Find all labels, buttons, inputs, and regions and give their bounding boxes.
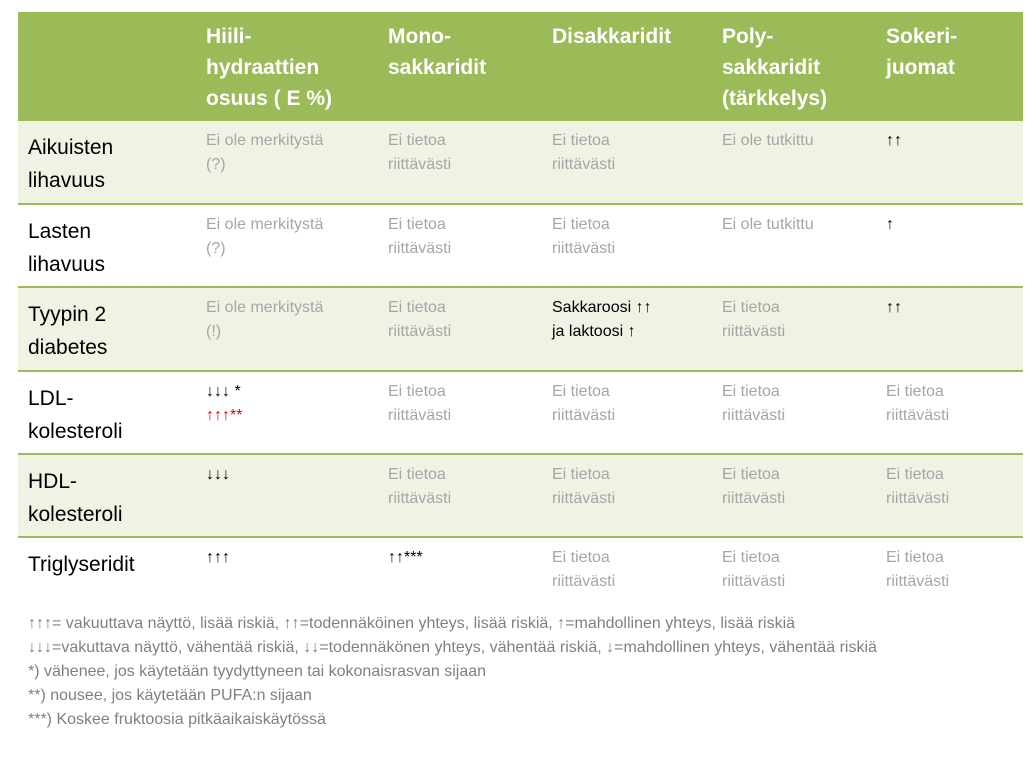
row-label-type2-diabetes: Tyypin 2 diabetes (18, 287, 196, 371)
table-cell: Ei tietoa riittävästi (378, 454, 542, 537)
row-label-hdl-cholesterol: HDL- kolesteroli (18, 454, 196, 537)
footnote-1: *) vähenee, jos käytetään tyydyttyneen tai kokonaisrasvan sijaan (28, 663, 487, 680)
header-sugar-drinks: Sokeri- juomat (876, 12, 1023, 120)
table-cell: Ei tietoa riittävästi (712, 371, 876, 454)
table-cell: Ei tietoa riittävästi (876, 537, 1023, 601)
table-cell: Sakkaroosi ↑↑ ja laktoosi ↑ (542, 287, 712, 371)
table-cell: Ei ole merkitystä (?) (196, 120, 378, 204)
table-cell (196, 371, 378, 454)
legend-increase: ↑↑↑= vakuuttava näyttö, lisää riskiä, ↑↑=todennäköinen yhteys, lisää riskiä, ↑=mahdollinen yhteys, lisää riskiä (28, 615, 796, 632)
table-cell: ↑↑*** (378, 537, 542, 601)
table-cell: Ei tietoa riittävästi (378, 204, 542, 287)
table-cell: ↑ (876, 204, 1023, 287)
table-cell: Ei ole tutkittu (712, 204, 876, 287)
table-cell: Ei tietoa riittävästi (542, 120, 712, 204)
table-row (18, 454, 1023, 537)
table-cell: ↑↑ (876, 120, 1023, 204)
table-cell: Ei tietoa riittävästi (542, 371, 712, 454)
table-cell: Ei tietoa riittävästi (378, 287, 542, 371)
table-row (18, 287, 1023, 371)
table-cell: Ei tietoa riittävästi (712, 287, 876, 371)
row-label-child-obesity: Lasten lihavuus (18, 204, 196, 287)
footnote-2: **) nousee, jos käytetään PUFA:n sijaan (28, 687, 312, 704)
ldl-decrease-arrows: ↓↓↓ * (206, 383, 241, 400)
table-cell: ↓↓↓ (196, 454, 378, 537)
legend-notes (28, 612, 1018, 732)
table-cell: Ei tietoa riittävästi (876, 454, 1023, 537)
header-carb-share: Hiili- hydraattien osuus ( E %) (196, 12, 378, 120)
table-cell: Ei tietoa riittävästi (712, 454, 876, 537)
table-cell: Ei tietoa riittävästi (712, 537, 876, 601)
table-cell: ↑↑↑ (196, 537, 378, 601)
header-disaccharides: Disakkaridit (542, 12, 712, 120)
ldl-increase-arrows: ↑↑↑** (206, 407, 243, 424)
table-cell: Ei ole merkitystä (?) (196, 204, 378, 287)
table-row (18, 537, 1023, 601)
table-row (18, 371, 1023, 454)
table-cell: Ei tietoa riittävästi (542, 204, 712, 287)
footnote-3: ***) Koskee fruktoosia pitkäaikaiskäytössä (28, 711, 326, 728)
table-row (18, 204, 1023, 287)
table-cell: Ei tietoa riittävästi (542, 537, 712, 601)
row-label-ldl-cholesterol: LDL- kolesteroli (18, 371, 196, 454)
table-cell: Ei tietoa riittävästi (378, 371, 542, 454)
legend-decrease: ↓↓↓=vakuttava näyttö, vähentää riskiä, ↓↓=todennäkönen yhteys, vähentää riskiä, ↓=mahdollinen yhteys, vähentää riskiä (28, 639, 877, 656)
row-label-adult-obesity: Aikuisten lihavuus (18, 120, 196, 204)
table-row (18, 120, 1023, 204)
header-corner (18, 12, 196, 120)
table-cell: ↑↑ (876, 287, 1023, 371)
header-polysaccharides: Poly- sakkaridit (tärkkelys) (712, 12, 876, 120)
header-monosaccharides: Mono- sakkaridit (378, 12, 542, 120)
carbohydrate-table (18, 12, 1023, 601)
table-cell: Ei ole tutkittu (712, 120, 876, 204)
table-cell: Ei tietoa riittävästi (876, 371, 1023, 454)
row-label-triglycerides: Triglyseridit (18, 537, 196, 601)
table-cell: Ei ole merkitystä (!) (196, 287, 378, 371)
table-cell: Ei tietoa riittävästi (378, 120, 542, 204)
header-row (18, 12, 1023, 120)
table-cell: Ei tietoa riittävästi (542, 454, 712, 537)
